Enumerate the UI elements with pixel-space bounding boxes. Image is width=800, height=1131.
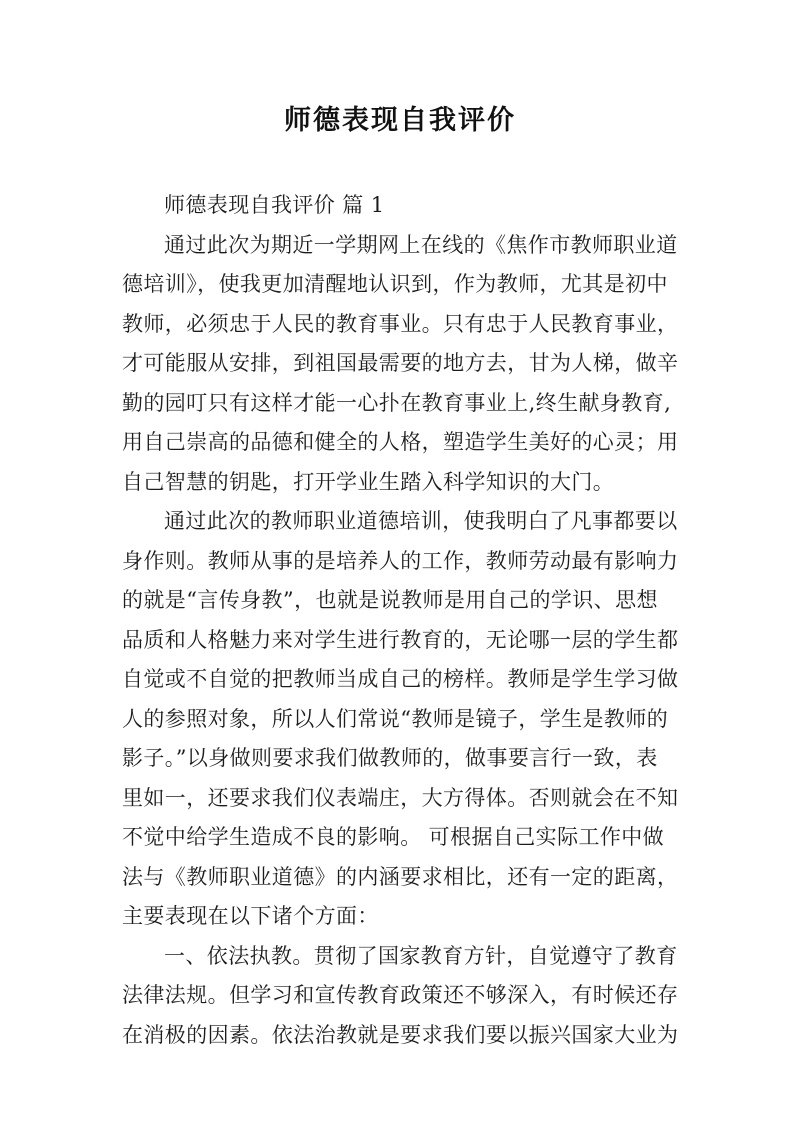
text-line: 的就是“言传身教”，也就是说教师是用自己的学识、思想 xyxy=(122,588,658,612)
text-line: 在消极的因素。依法治教就是要求我们要以振兴国家大业为 xyxy=(122,1022,679,1047)
document-body xyxy=(122,186,682,1055)
text-line: 德培训》，使我更加清醒地认识到，作为教师，尤其是初中 xyxy=(122,272,668,296)
text-line: 品质和人格魅力来对学生进行教育的，无论哪一层的学生都 xyxy=(122,627,679,652)
text-line: 主要表现在以下诸个方面： xyxy=(122,904,379,928)
text-line: 勤的园叮只有这样才能一心扑在教育事业上,终生献身教育, xyxy=(122,390,672,415)
text-line: 里如一，还要求我们仪表端庄，大方得体。否则就会在不知 xyxy=(122,785,679,810)
text-line: 师德表现自我评价 篇 1 xyxy=(164,193,385,217)
text-line: 通过此次为期近一学期网上在线的《焦作市教师职业道 xyxy=(164,232,678,257)
document-title: 师德表现自我评价 xyxy=(284,105,516,136)
text-line: 法与《教师职业道德》的内涵要求相比，还有一定的距离， xyxy=(122,864,679,889)
text-line: 自觉或不自觉的把教师当成自己的榜样。教师是学生学习做 xyxy=(122,667,679,691)
text-line: 影子。”以身做则要求我们做教师的，做事要言行一致，表 xyxy=(122,746,658,770)
text-line: 一、依法执教。贯彻了国家教育方针，自觉遵守了教育 xyxy=(164,943,678,968)
text-line: 用自己崇高的品德和健全的人格，塑造学生美好的心灵；用 xyxy=(122,430,679,454)
text-line: 身作则。教师从事的是培养人的工作，教师劳动最有影响力 xyxy=(122,548,679,573)
text-line: 教师，必须忠于人民的教育事业。只有忠于人民教育事业， xyxy=(122,311,679,336)
text-line: 不觉中给学生造成不良的影响。 可根据自己实际工作中做 xyxy=(122,825,665,849)
text-line: 法律法规。但学习和宣传教育政策还不够深入，有时候还存 xyxy=(122,983,679,1007)
text-line: 人的参照对象，所以人们常说“教师是镜子，学生是教师的 xyxy=(122,706,669,731)
text-line: 通过此次的教师职业道德培训，使我明白了凡事都要以 xyxy=(164,509,678,533)
text-line: 自己智慧的钥匙，打开学业生踏入科学知识的大门。 xyxy=(122,469,615,494)
text-line: 才可能服从安排，到祖国最需要的地方去，甘为人梯，做辛 xyxy=(122,351,679,375)
